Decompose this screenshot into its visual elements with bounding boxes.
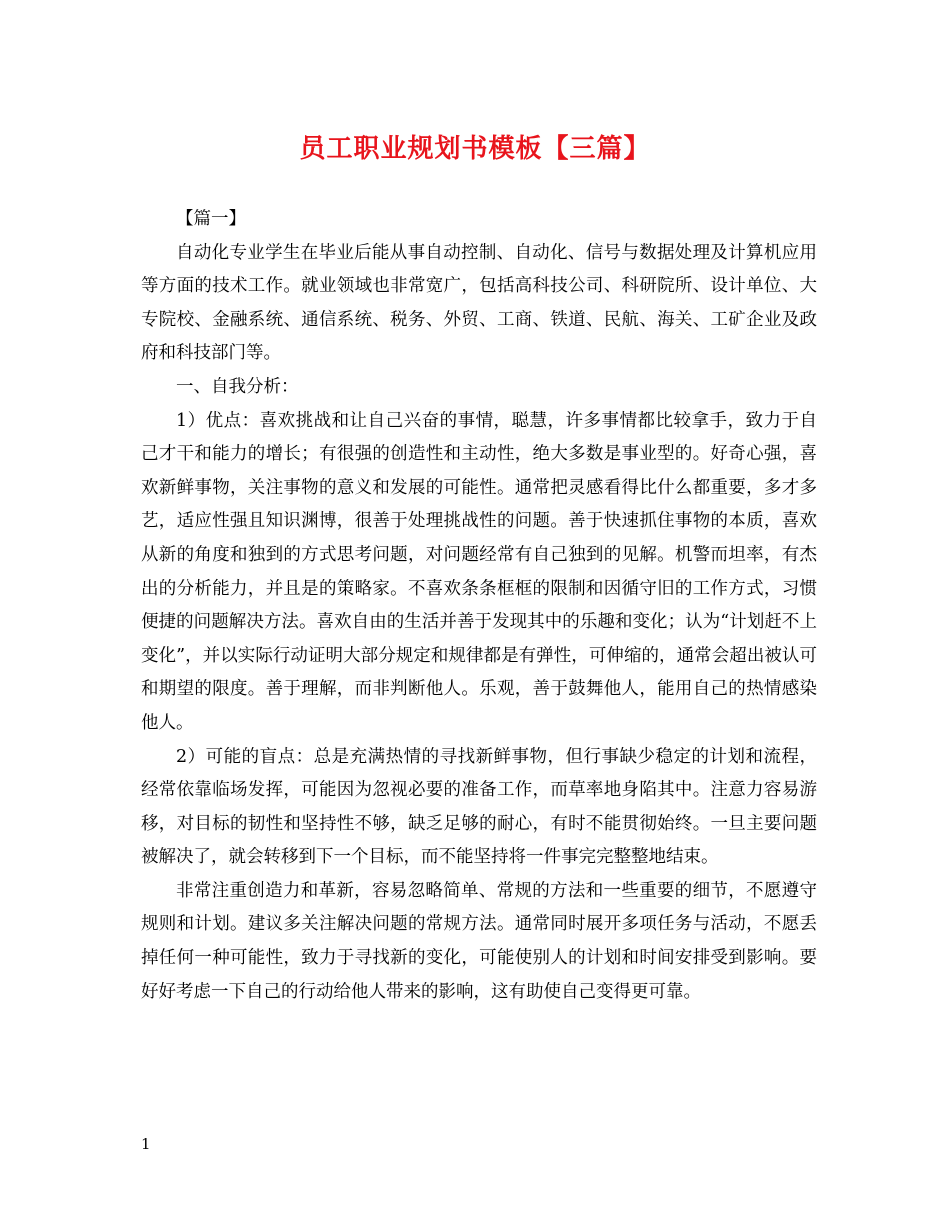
paragraph-strengths: 1）优点：喜欢挑战和让自己兴奋的事情，聪慧，许多事情都比较拿手，致力于自己才干和能力的增长；有很强的创造性和主动性，绝大多数是事业型的。好奇心强，喜欢新鲜事物，关注事物的意义和发展的可能性。通常把灵感看得比什么都重要，多才多艺，适应性强且知识渊博，很善于处理挑战性的问题。善于快速抓住事物的本质，喜欢从新的角度和独到的方式思考问题，对问题经常有自己独到的见解。机警而坦率，有杰出的分析能力，并且是的策略家。不喜欢条条框框的限制和因循守旧的工作方式，习惯便捷的问题解决方法。喜欢自由的生活并善于发现其中的乐趣和变化；认为“计划赶不上变化”，并以实际行动证明大部分规定和规律都是有弹性，可伸缩的，通常会超出被认可和期望的限度。善于理解，而非判断他人。乐观，善于鼓舞他人，能用自己的热情感染他人。 <box>141 410 817 733</box>
page-number: 1 <box>141 1135 151 1153</box>
paragraph-intro: 自动化专业学生在毕业后能从事自动控制、自动化、信号与数据处理及计算机应用等方面的技术工作。就业领域也非常宽广，包括高科技公司、科研院所、设计单位、大专院校、金融系统、通信系统、税务、外贸、工商、铁道、民航、海关、工矿企业及政府和科技部门等。 <box>141 242 817 364</box>
subsection-heading: 一、自我分析： <box>176 376 299 397</box>
document-body <box>141 203 817 1009</box>
document-title: 员工职业规划书模板【三篇】 <box>299 134 651 164</box>
paragraph-suggestions: 非常注重创造力和革新，容易忽略简单、常规的方法和一些重要的细节，不愿遵守规则和计划。建议多关注解决问题的常规方法。通常同时展开多项任务与活动，不愿丢掉任何一种可能性，致力于寻找新的变化，可能使别人的计划和时间安排受到影响。要好好考虑一下自己的行动给他人带来的影响，这有助使自己变得更可靠。 <box>141 880 817 1002</box>
paragraph-blind-spots: 2）可能的盲点：总是充满热情的寻找新鲜事物，但行事缺少稳定的计划和流程，经常依靠临场发挥，可能因为忽视必要的准备工作，而草率地身陷其中。注意力容易游移，对目标的韧性和坚持性不够，缺乏足够的耐心，有时不能贯彻始终。一旦主要问题被解决了，就会转移到下一个目标，而不能坚持将一件事完完整整地结束。 <box>141 746 817 868</box>
section-heading: 【篇一】 <box>176 209 246 229</box>
